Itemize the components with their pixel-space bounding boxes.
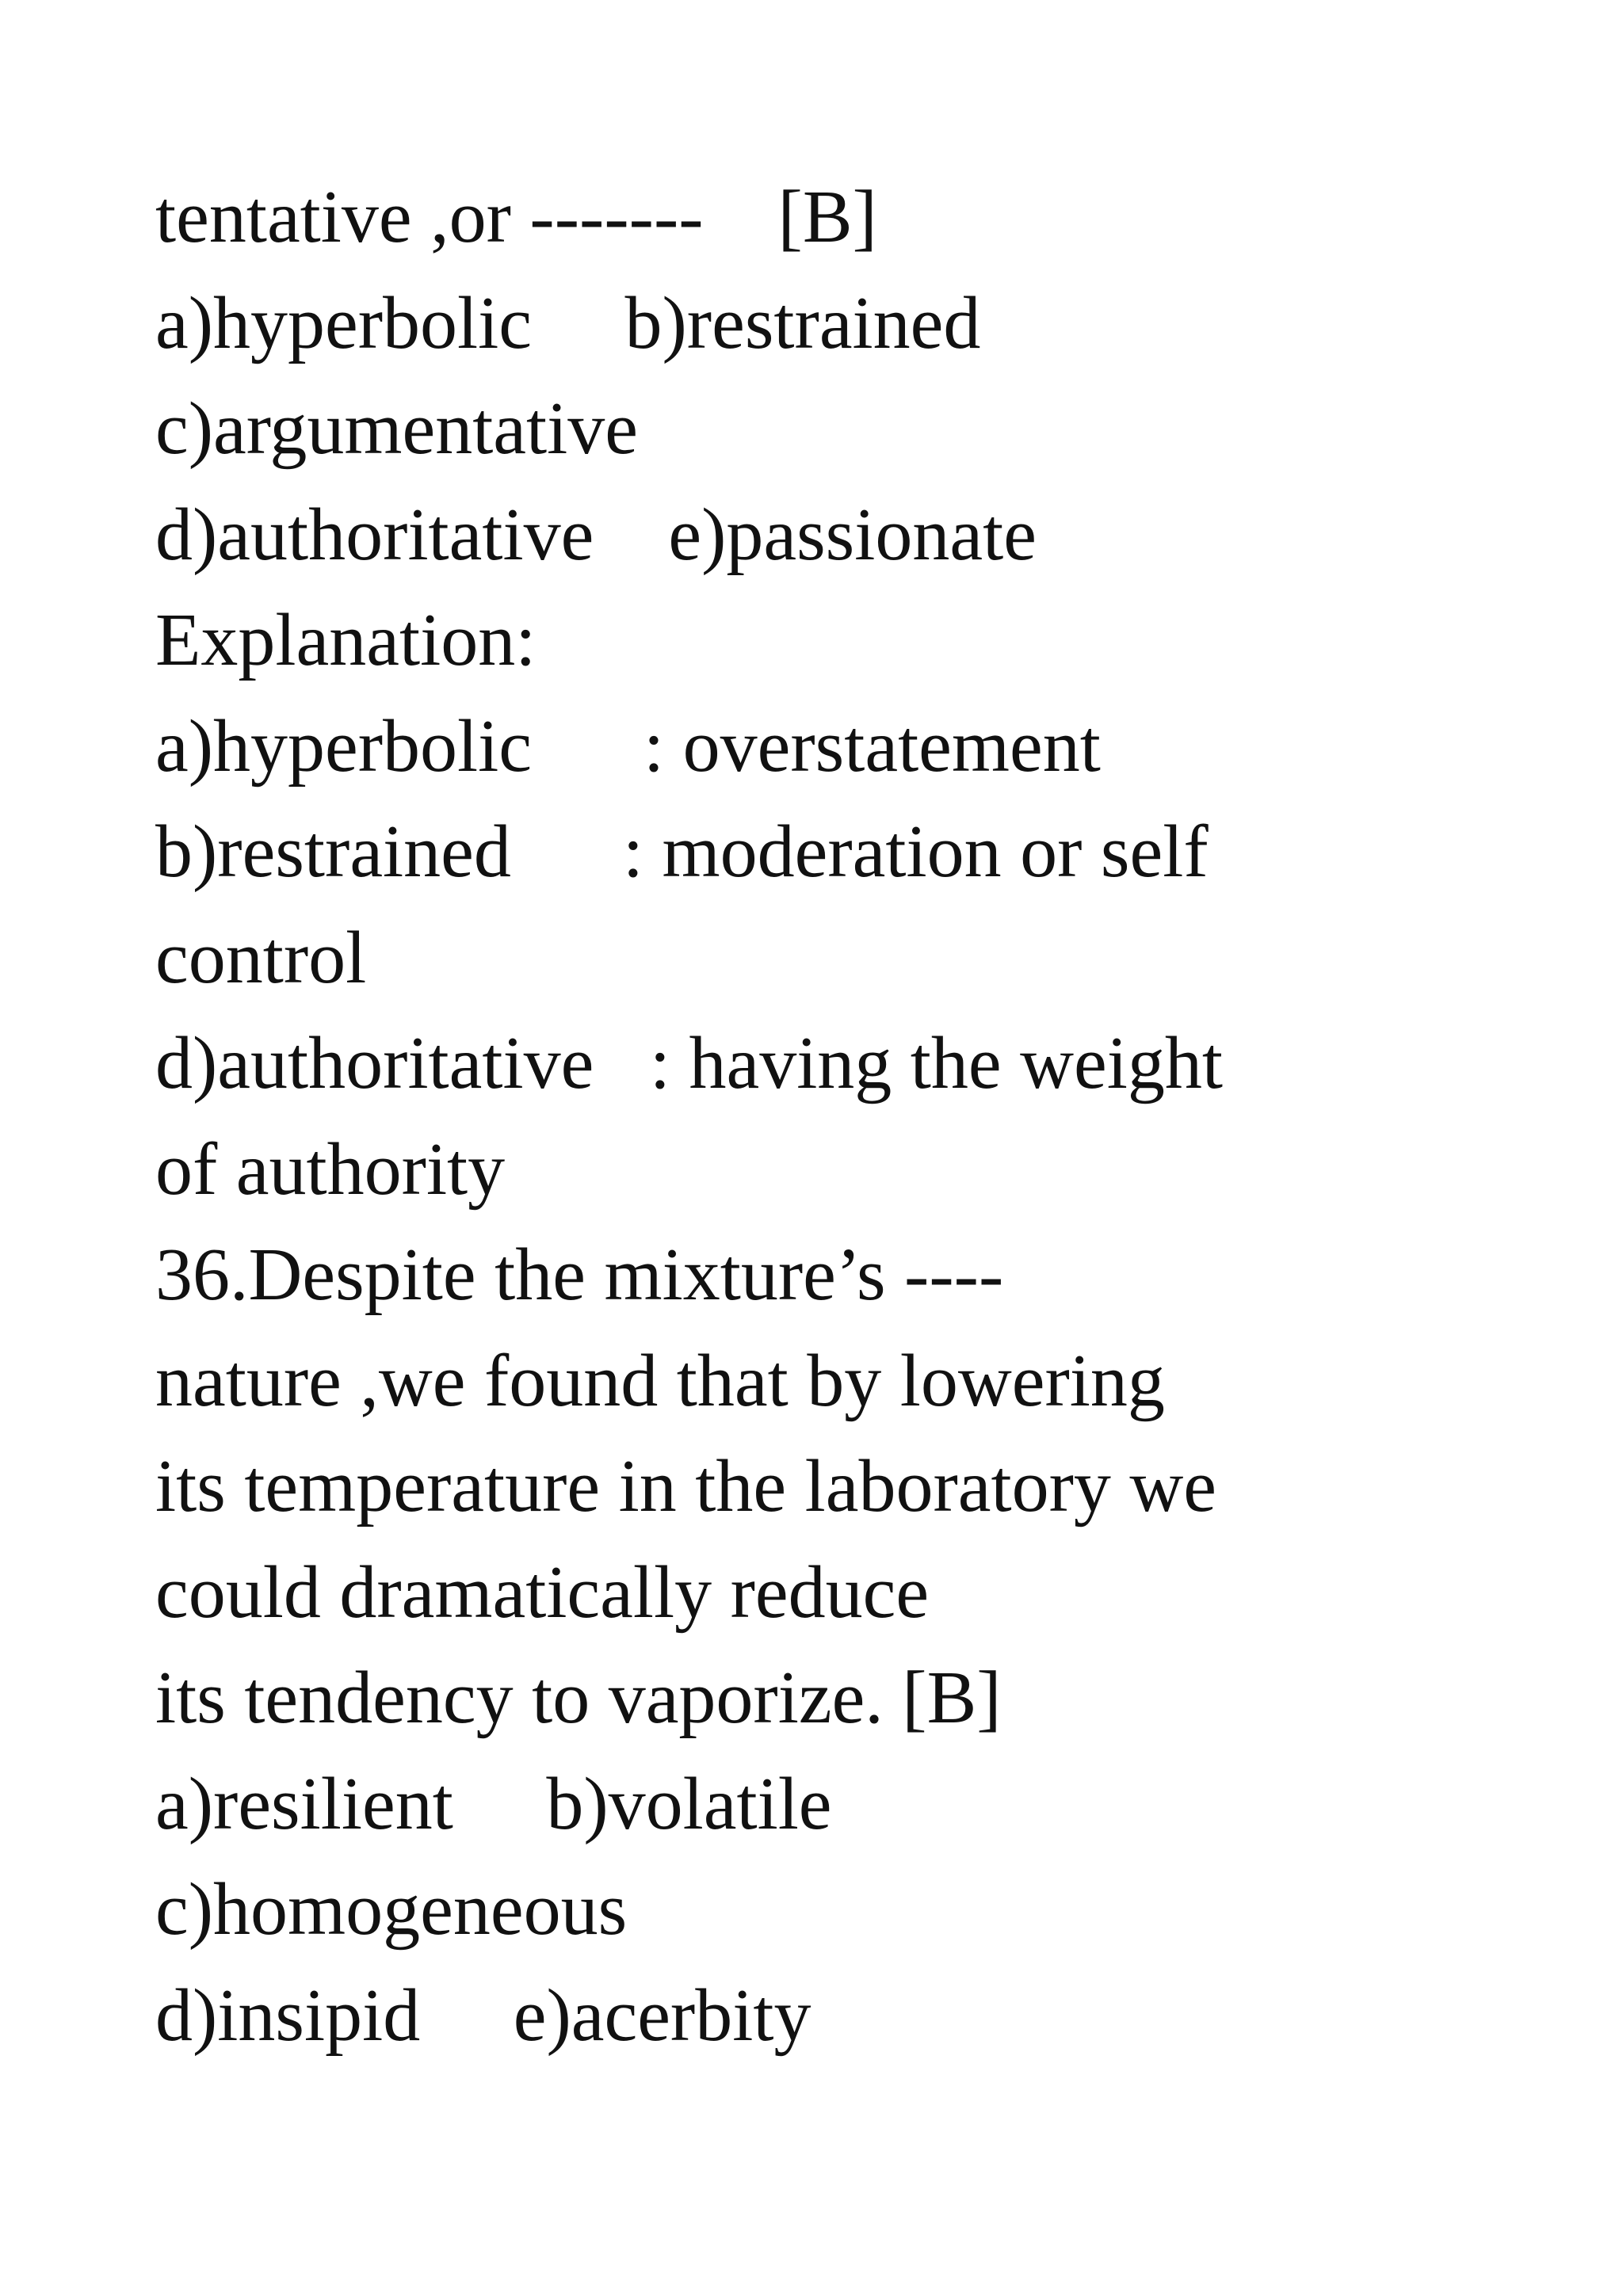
question-36-stem: its temperature in the laboratory we	[155, 1445, 1216, 1527]
question-36-stem: could dramatically reduce	[155, 1550, 930, 1634]
explanation-authoritative-cont: of authority	[155, 1127, 506, 1211]
explanation-hyperbolic: a)hyperbolic : overstatement	[155, 704, 1101, 788]
question-36-stem: nature ,we found that by lowering	[155, 1339, 1165, 1422]
explanation-authoritative: d)authoritative : having the weight	[155, 1022, 1223, 1104]
question-35-stem-end: tentative ,or ------- [B]	[155, 176, 877, 258]
question-36-option-c: c)homogeneous	[155, 1868, 628, 1951]
question-36-stem: 36.Despite the mixture’s ----	[155, 1234, 1004, 1316]
document-text	[155, 165, 1503, 2069]
question-35-options-d-e: d)authoritative e)passionate	[155, 493, 1037, 576]
explanation-restrained: b)restrained : moderation or self	[155, 810, 1209, 893]
question-35-option-c: c)argumentative	[155, 387, 638, 470]
explanation-restrained-cont: control	[155, 916, 367, 999]
question-36-options-d-e: d)insipid e)acerbity	[155, 1974, 812, 2057]
question-36-options-a-b: a)resilient b)volatile	[155, 1762, 832, 1845]
question-35-options-a-b: a)hyperbolic b)restrained	[155, 281, 981, 364]
question-36-stem-end: its tendency to vaporize. [B]	[155, 1657, 1002, 1739]
explanation-heading: Explanation:	[155, 599, 537, 681]
